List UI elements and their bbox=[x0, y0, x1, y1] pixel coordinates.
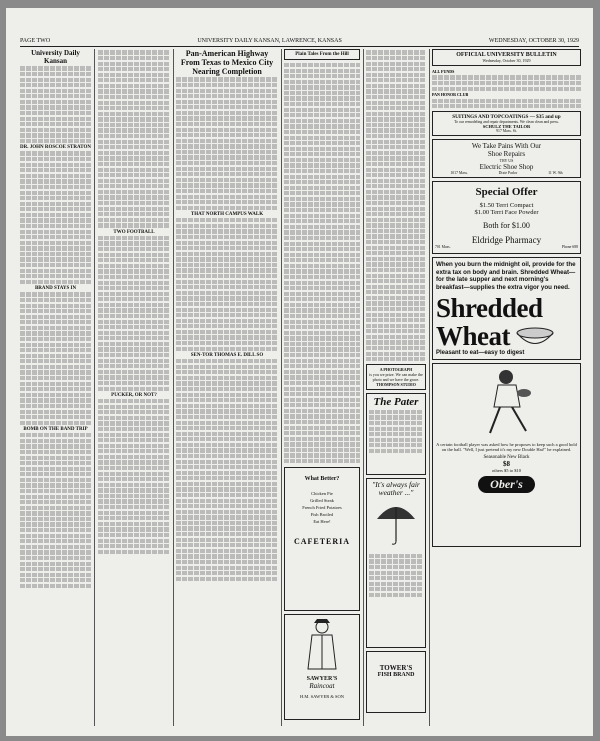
bulletin-header bbox=[432, 49, 581, 66]
news-column bbox=[176, 49, 278, 729]
page-number: PAGE TWO bbox=[20, 38, 51, 44]
eldridge-phone: Phone 688 bbox=[561, 245, 578, 250]
football-player-illustration bbox=[472, 367, 542, 437]
shoe-ad bbox=[432, 139, 581, 178]
shredded-tagline: Pleasant to eat—easy to digest bbox=[436, 349, 525, 356]
weather-ad bbox=[366, 478, 426, 648]
photo-ad bbox=[366, 364, 426, 390]
obers-text: A certain football player was asked how he proposes to keep such a good hold on the ball. "Well, I just pretend it's my new Double Hat!" he explained. bbox=[436, 441, 577, 452]
towers-ad bbox=[366, 651, 426, 713]
editorial-heading-1: DR. JOHN ROSCOE STRATON bbox=[20, 145, 91, 151]
shoe-line3: TRY US bbox=[499, 158, 514, 164]
subhead: SEN-TOR THOMAS E. DILL SO bbox=[190, 352, 264, 358]
obers-price: $8 bbox=[503, 459, 510, 468]
bulletin-column bbox=[432, 49, 581, 729]
towers-name: TOWER'S bbox=[379, 664, 413, 673]
sawyer-brand: SAWYER'S bbox=[306, 676, 338, 683]
raincoat-man-illustration bbox=[300, 617, 344, 671]
obers-season: Seasonable New Black bbox=[483, 454, 530, 460]
sawyer-maker: H.M. SAWYER & SON bbox=[299, 694, 345, 700]
eldridge-both: Both for $1.00 bbox=[483, 221, 530, 231]
shoe-address: 11 W. 9th bbox=[548, 171, 563, 176]
shredded-brand1: Shredded bbox=[436, 292, 543, 323]
bulletin-title: OFFICIAL UNIVERSITY BULLETIN bbox=[456, 52, 557, 58]
eldridge-title: Special Offer bbox=[475, 186, 538, 199]
editorial-column bbox=[20, 49, 91, 729]
shoe-line1: We Take Pains With Our bbox=[471, 142, 542, 151]
schulz-ad bbox=[432, 111, 581, 136]
column-rule bbox=[363, 49, 364, 726]
eldridge-store: Eldridge Pharmacy bbox=[471, 235, 542, 246]
tales-title: Plain Tales From the Hill bbox=[284, 49, 360, 60]
shoe-line2: Shoe Repairs bbox=[487, 150, 526, 159]
cafeteria-item: French Fried Potatoes bbox=[302, 505, 342, 511]
eldridge-offer1: $1.50 Terri Compact bbox=[479, 202, 534, 210]
cafeteria-name: CAFETERIA bbox=[293, 537, 351, 547]
towers-brand: FISH BRAND bbox=[377, 672, 415, 679]
schulz-address: 917 Mass. St. bbox=[496, 129, 517, 134]
pater-ad bbox=[366, 393, 426, 475]
newspaper-page bbox=[6, 8, 593, 736]
obers-ad bbox=[432, 363, 581, 547]
sawyer-product: Raincoat bbox=[309, 682, 335, 691]
sawyer-ad bbox=[284, 614, 360, 720]
column-rule bbox=[94, 49, 95, 726]
subhead: THAT NORTH CAMPUS WALK bbox=[190, 211, 264, 217]
weather-title: "It's always fair weather ..." bbox=[372, 480, 420, 498]
ads-column bbox=[366, 49, 426, 729]
editorial-heading-3: BOMB ON THE BAND TRIP bbox=[23, 426, 88, 432]
page-header bbox=[20, 38, 579, 44]
shredded-brand2: Wheat bbox=[436, 320, 510, 351]
eldridge-offer2: $1.00 Terri Face Powder bbox=[474, 209, 539, 217]
shoe-address: 1017 Mass. bbox=[450, 171, 468, 176]
photo-ad-title: A PHOTOGRAPH bbox=[379, 367, 413, 373]
tales-column bbox=[284, 49, 360, 729]
cafeteria-ad bbox=[284, 467, 360, 611]
shoe-shop: Electric Shoe Shop bbox=[479, 163, 534, 172]
shoe-address: Dixie Parlor bbox=[498, 171, 518, 176]
column-heading: PUCKER, OR NOT? bbox=[111, 392, 157, 398]
eldridge-address: 701 Mass. bbox=[435, 245, 451, 250]
schulz-headline: SUITINGS AND TOPCOATINGS — $35 and up bbox=[452, 114, 561, 121]
photo-ad-text: is you we prize. We can make the photo and we have the grace. bbox=[369, 372, 423, 383]
pater-title: The Pater bbox=[373, 396, 419, 409]
cereal-bowl-illustration bbox=[514, 324, 556, 348]
main-headline: Pan-American Highway From Texas to Mexico City Nearing Completion bbox=[180, 49, 274, 76]
cafeteria-item: Fish Broiled bbox=[310, 512, 334, 518]
masthead: UNIVERSITY DAILY KANSAN, LAWRENCE, KANSAS bbox=[197, 38, 342, 44]
column-heading: TWO FOOTBALL bbox=[113, 229, 155, 235]
column-rule bbox=[429, 49, 430, 726]
cafeteria-question: What Better? bbox=[304, 476, 340, 483]
schulz-name: SCHULZ THE TAILOR bbox=[482, 124, 531, 130]
umbrella-illustration bbox=[373, 497, 419, 547]
bulletin-date: Wednesday, October 30, 1929 bbox=[482, 58, 531, 63]
notice-heading: ALL FUNDS bbox=[432, 69, 455, 74]
notice-heading: PAN HONOR CLUB bbox=[432, 92, 469, 98]
column-rule bbox=[173, 49, 174, 726]
cafeteria-item: Eat Here! bbox=[313, 519, 331, 525]
obers-brand: Ober's bbox=[478, 476, 535, 493]
shredded-wheat-ad bbox=[432, 257, 581, 360]
cafeteria-item: Grilled Steak bbox=[310, 498, 334, 504]
paper-title: University Daily Kansan bbox=[31, 49, 80, 65]
shredded-intro: When you burn the midnight oil, provide for the extra tax on body and brain. Shredded Wheat—for the late supper and next morning's breakfast—supplies the extra vigor you need. bbox=[436, 261, 576, 291]
column-rule bbox=[281, 49, 282, 726]
obers-others: others $5 to $10 bbox=[491, 467, 522, 473]
issue-date: WEDNESDAY, OCTOBER 30, 1929 bbox=[488, 38, 579, 44]
cafeteria-item: Chicken Pie bbox=[311, 491, 333, 497]
eldridge-ad bbox=[432, 181, 581, 254]
editorial-column-2 bbox=[98, 49, 170, 729]
header-rule bbox=[20, 46, 579, 47]
photo-ad-studio: THOMPSON STUDIO bbox=[376, 382, 416, 388]
schulz-text: To our remodeling and repair departments. We clean clean and press. bbox=[454, 120, 559, 125]
editorial-heading-2: BRAND STAYS IN bbox=[34, 285, 77, 291]
